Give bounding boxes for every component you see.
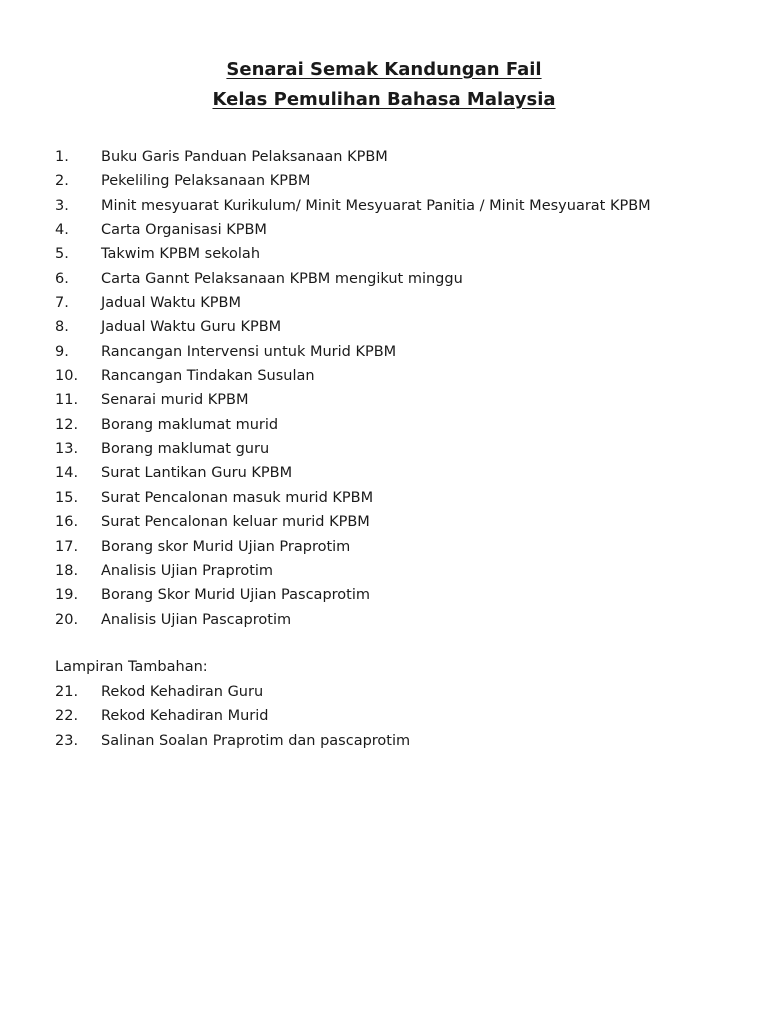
list-item [55,486,651,510]
list-item [55,145,651,169]
item-text: Senarai murid KPBM [101,392,249,409]
item-text: Pekeliling Pelaksanaan KPBM [101,173,311,190]
list-item [55,364,651,388]
item-text: Analisis Ujian Pascaprotim [101,611,292,628]
item-number: 20. [55,611,79,628]
list-item [55,437,651,461]
item-number: 21. [55,684,79,700]
list-item [55,388,651,412]
item-number: 4. [55,222,69,239]
list-item [55,194,651,218]
list-item [55,291,651,315]
list-item [55,315,651,339]
document-title: Senarai Semak Kandungan Fail [226,59,542,80]
item-number: 7. [55,295,69,312]
list-item [55,608,651,632]
item-text: Borang maklumat guru [101,441,270,458]
item-text: Carta Gannt Pelaksanaan KPBM mengikut minggu [101,270,463,287]
list-item [55,680,410,704]
item-text: Rekod Kehadiran Murid [101,708,269,725]
item-number: 9. [55,343,69,360]
item-number: 5. [55,246,69,263]
list-item [55,218,651,242]
item-text: Takwim KPBM sekolah [101,246,261,263]
list-item [55,583,651,607]
list-item [55,267,651,291]
list-item [55,559,651,583]
item-number: 3. [55,197,69,214]
item-number: 19. [55,587,79,604]
item-number: 13. [55,441,79,458]
item-text: Carta Organisasi KPBM [101,222,267,239]
item-number: 10. [55,368,79,385]
list-item [55,704,410,728]
item-text: Analisis Ujian Praprotim [101,562,274,579]
item-number: 14. [55,465,79,482]
item-text: Buku Garis Panduan Pelaksanaan KPBM [101,149,388,165]
list-item [55,535,651,559]
item-text: Jadual Waktu KPBM [101,295,241,312]
list-item [55,510,651,534]
item-number: 1. [55,149,69,165]
item-text: Borang skor Murid Ujian Praprotim [101,538,351,555]
item-number: 8. [55,319,69,336]
item-text: Surat Pencalonan keluar murid KPBM [101,514,370,531]
appendix-list [55,680,410,753]
item-number: 15. [55,489,79,506]
item-text: Salinan Soalan Praprotim dan pascaprotim [101,732,411,749]
item-number: 12. [55,416,79,433]
list-item [55,729,410,753]
item-text: Borang Skor Murid Ujian Pascaprotim [101,587,371,604]
item-text: Minit mesyuarat Kurikulum/ Minit Mesyuarat Panitia / Minit Mesyuarat KPBM [101,197,651,214]
item-number: 11. [55,392,79,409]
item-number: 18. [55,562,79,579]
item-number: 17. [55,538,79,555]
item-number: 2. [55,173,69,190]
item-text: Borang maklumat murid [101,416,279,433]
item-number: 16. [55,514,79,531]
item-text: Surat Pencalonan masuk murid KPBM [101,489,374,506]
item-text: Rancangan Tindakan Susulan [101,368,315,385]
item-number: 22. [55,708,79,725]
checklist [55,145,651,632]
list-item [55,242,651,266]
list-item [55,169,651,193]
list-item [55,413,651,437]
item-text: Surat Lantikan Guru KPBM [101,465,293,482]
list-item [55,340,651,364]
item-text: Rekod Kehadiran Guru [101,684,264,700]
item-number: 23. [55,732,79,749]
item-text: Rancangan Intervensi untuk Murid KPBM [101,343,397,360]
appendix-label: Lampiran Tambahan: [55,659,208,675]
item-number: 6. [55,270,69,287]
document-subtitle: Kelas Pemulihan Bahasa Malaysia [212,89,556,110]
item-text: Jadual Waktu Guru KPBM [101,319,282,336]
list-item [55,461,651,485]
